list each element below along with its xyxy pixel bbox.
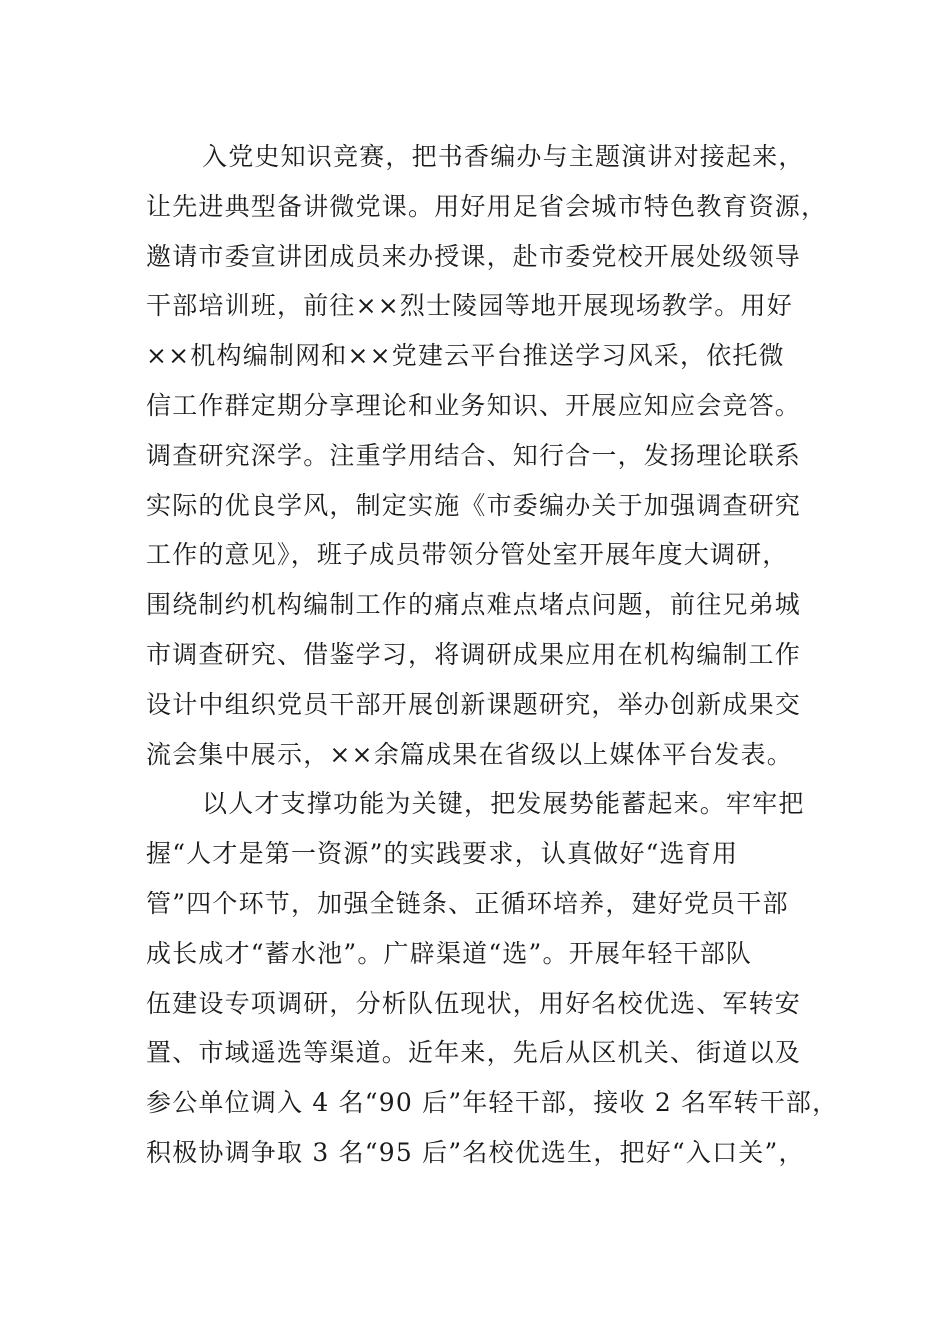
text-line-17: 成长成才“蓄水池”。广辟渠道“选”。开展年轻干部队: [146, 938, 753, 968]
text-line-1: 入党史知识竞赛，把书香编办与主题演讲对接起来，: [202, 142, 805, 171]
text-line-13: 流会集中展示，××余篇成果在省级以上媒体平台发表。: [146, 739, 793, 769]
text-line-5: ××机构编制网和××党建云平台推送学习风采，依托微: [146, 341, 785, 371]
text-line-2: 让先进典型备讲微党课。用好用足省会城市特色教育资源，: [146, 191, 828, 221]
text-line-21: 积极协调争取 3 名“95 后”名校优选生，把好“入口关”，: [146, 1137, 805, 1167]
text-line-8: 实际的优良学风，制定实施《市委编办关于加强调查研究: [146, 490, 802, 520]
text-line-6: 信工作群定期分享理论和业务知识、开展应知应会竞答。: [146, 390, 802, 420]
text-line-20: 参公单位调入 4 名“90 后”年轻干部，接收 2 名军转干部，: [146, 1088, 839, 1118]
document-body: [146, 132, 839, 1178]
text-line-12: 设计中组织党员干部开展创新课题研究，举办创新成果交: [146, 689, 802, 719]
text-line-11: 市调查研究、借鉴学习，将调研成果应用在机构编制工作: [146, 639, 802, 669]
text-line-19: 置、市域遥选等渠道。近年来，先后从区机关、街道以及: [146, 1038, 802, 1068]
text-line-16: 管”四个环节，加强全链条、正循环培养，建好党员干部: [146, 888, 789, 918]
text-line-10: 围绕制约机构编制工作的痛点难点堵点问题，前往兄弟城: [146, 590, 802, 620]
text-line-15: 握“人才是第一资源”的实践要求，认真做好“选育用: [146, 839, 739, 869]
text-line-14: 以人才支撑功能为关键，把发展势能蓄起来。牢牢把: [202, 789, 805, 819]
text-line-18: 伍建设专项调研，分析队伍现状，用好名校优选、军转安: [146, 988, 802, 1018]
text-line-9: 工作的意见》，班子成员带领分管处室开展年度大调研，: [146, 540, 789, 570]
text-line-4: 干部培训班，前往××烈士陵园等地开展现场教学。用好: [146, 291, 793, 321]
text-line-7: 调查研究深学。注重学用结合、知行合一，发扬理论联系: [146, 440, 802, 470]
text-line-3: 邀请市委宣讲团成员来办授课，赴市委党校开展处级领导: [146, 241, 802, 271]
